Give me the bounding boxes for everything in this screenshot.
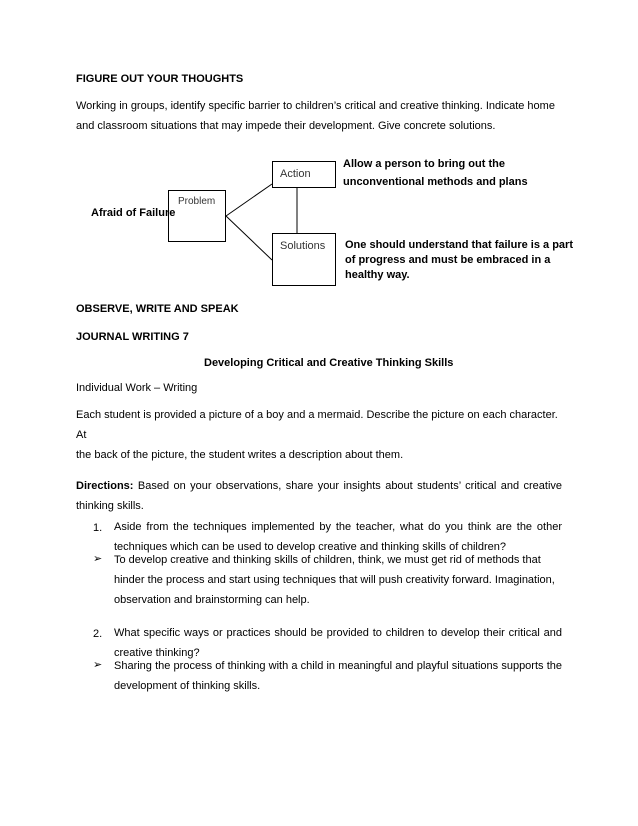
problem-label: Problem xyxy=(178,196,216,207)
description-paragraph xyxy=(76,405,566,465)
question-2-line-2: creative thinking? xyxy=(114,647,200,659)
intro-line-1: Working in groups, identify specific barrier to children’s critical and creative thinking. Indicate home xyxy=(76,100,555,112)
action-box xyxy=(272,161,336,188)
directions-line-2: thinking skills. xyxy=(76,500,144,512)
directions-label: Directions: xyxy=(76,480,134,492)
answer-1 xyxy=(114,550,562,610)
action-note-line-2: unconventional methods and plans xyxy=(343,176,528,188)
section-title: OBSERVE, WRITE AND SPEAK xyxy=(76,303,239,315)
action-note xyxy=(343,155,528,191)
question-1-line-2: techniques which can be used to develop creative and thinking skills of children? xyxy=(114,541,506,553)
solution-note xyxy=(345,238,573,283)
solution-note-line-1: One should understand that failure is a part xyxy=(345,239,573,251)
afraid-of-failure-label: Afraid of Failure xyxy=(91,207,176,219)
answer-1-line-1: To develop creative and thinking skills of children, think, we must get rid of methods that xyxy=(114,554,541,566)
connector-problem-action xyxy=(226,184,272,216)
answer-1-line-3: observation and brainstorming can help. xyxy=(114,594,310,606)
work-type: Individual Work – Writing xyxy=(76,382,198,394)
answer-2-line-1: Sharing the process of thinking with a child in meaningful and playful situations supports the xyxy=(114,660,562,672)
action-label: Action xyxy=(280,168,311,180)
question-1-line-1: Aside from the techniques implemented by the teacher, what do you think are the other xyxy=(114,521,562,533)
answer-2-line-2: development of thinking skills. xyxy=(114,680,261,692)
description-line-2: the back of the picture, the student writes a description about them. xyxy=(76,449,404,461)
description-line-1: Each student is provided a picture of a boy and a mermaid. Describe the picture on each character. At xyxy=(76,409,558,441)
solutions-label: Solutions xyxy=(280,240,326,252)
directions-text: Based on your observations, share your insights about students’ critical and creative xyxy=(137,480,563,492)
solutions-box xyxy=(272,233,336,286)
answer-1-line-2: hinder the process and start using techniques that will push creativity forward. Imagination, xyxy=(114,574,555,586)
question-2-line-1: What specific ways or practices should be provided to children to develop their critical and xyxy=(114,627,562,639)
directions-paragraph xyxy=(76,476,562,516)
question-1-number: 1. xyxy=(93,522,103,534)
bullet-arrow-icon: ➢ xyxy=(93,659,103,671)
bullet-arrow-icon: ➢ xyxy=(93,553,103,565)
journal-subtitle: Developing Critical and Creative Thinking Skills xyxy=(204,357,454,369)
solution-note-line-3: healthy way. xyxy=(345,269,410,281)
connector-problem-solutions xyxy=(226,216,272,260)
intro-line-2: and classroom situations that may impede their development. Give concrete solutions. xyxy=(76,120,496,132)
question-2-number: 2. xyxy=(93,628,103,640)
journal-title: JOURNAL WRITING 7 xyxy=(76,331,189,343)
solution-note-line-2: of progress and must be embraced in a xyxy=(345,254,551,266)
problem-box xyxy=(168,190,226,242)
directions-line-1 xyxy=(76,476,562,496)
answer-2 xyxy=(114,656,562,696)
page-title: FIGURE OUT YOUR THOUGHTS xyxy=(76,73,244,85)
action-note-line-1: Allow a person to bring out the xyxy=(343,158,505,170)
